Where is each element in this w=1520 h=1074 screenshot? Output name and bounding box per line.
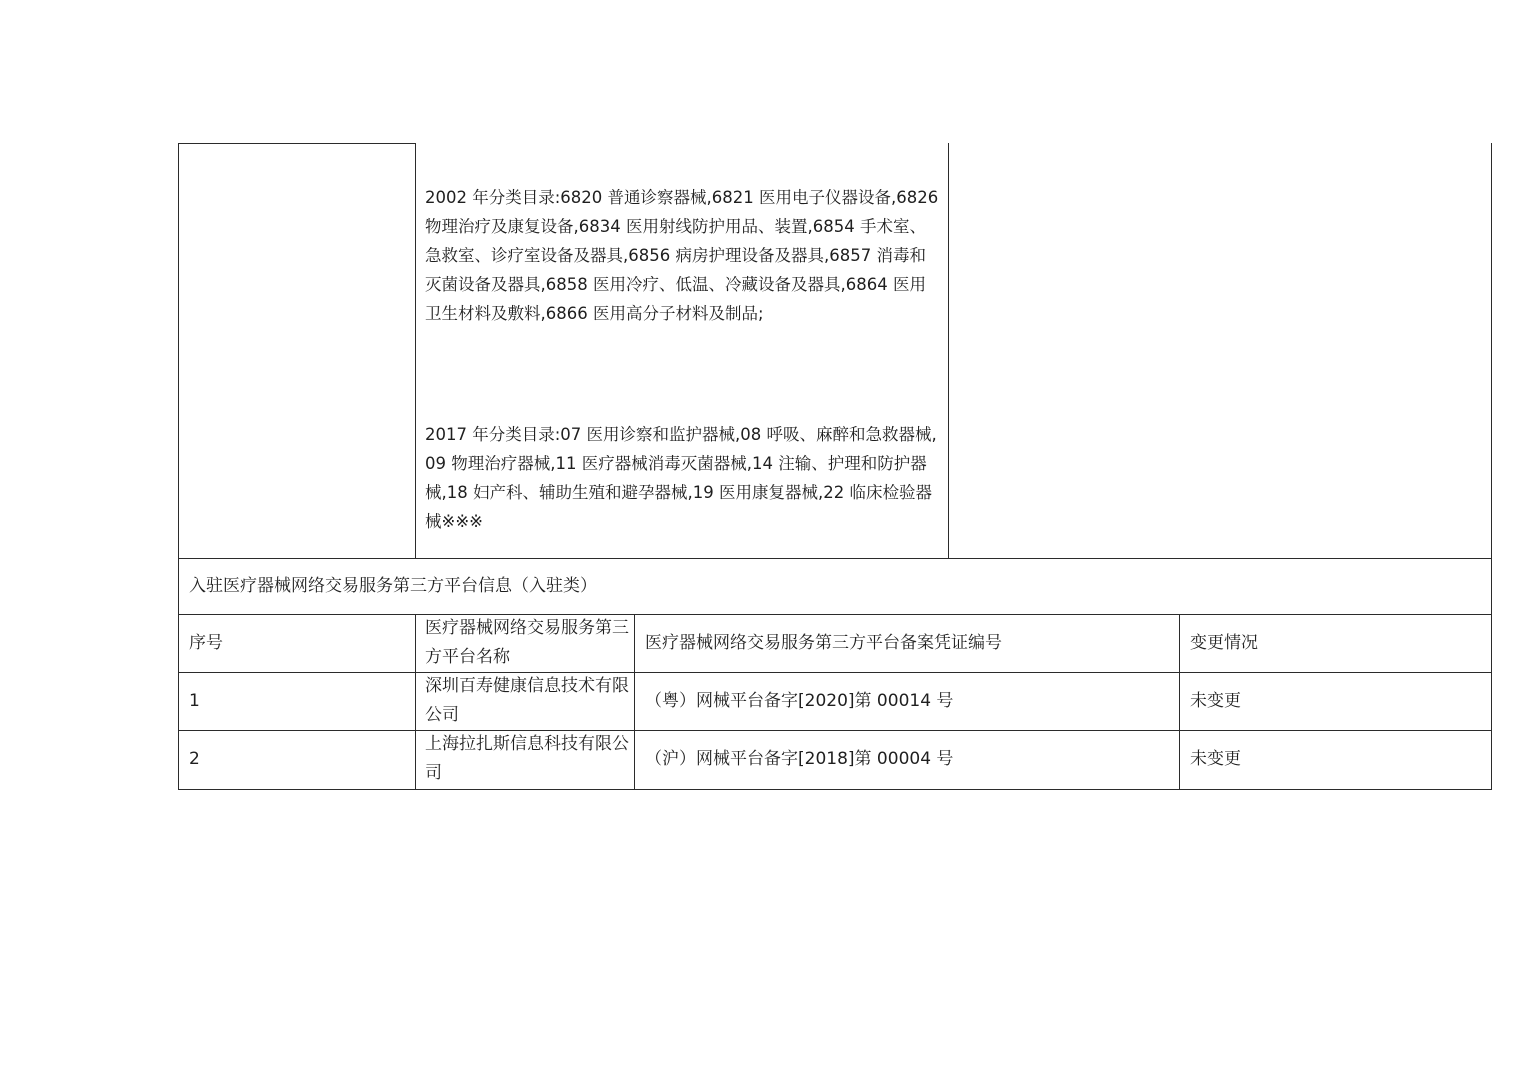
row1-record-number: （粤）网械平台备字[2020]第 00014 号 <box>645 691 954 711</box>
bottom-col-divider-3 <box>1179 614 1180 790</box>
header-platform-name: 医疗器械网络交易服务第三方平台名称 <box>425 618 629 667</box>
header-seq: 序号 <box>189 633 223 653</box>
row1-seq: 1 <box>189 691 200 711</box>
table-bottom-border <box>178 789 1492 790</box>
row1-top-line <box>178 672 1492 673</box>
row2-seq: 2 <box>189 749 200 769</box>
row1-platform-name: 深圳百寿健康信息技术有限公司 <box>425 676 629 725</box>
platform-section-title: 入驻医疗器械网络交易服务第三方平台信息（入驻类） <box>189 576 597 596</box>
row1-change-status: 未变更 <box>1190 691 1241 711</box>
classification-2002-text: 2002 年分类目录:6820 普通诊察器械,6821 医用电子仪器设备,6826 物理治疗及康复设备,6834 医用射线防护用品、装置,6854 手术室、急救室、诊疗室设备及器具,6856 病房护理设备及器具,6857 消毒和灭菌设备及器具,6858 医用冷疗、低温、冷藏设备及器具,6864 医用卫生材料及敷料,6866 医用高分子材料及制品; <box>425 188 939 323</box>
header-top-line <box>178 614 1492 615</box>
row2-platform-name: 上海拉扎斯信息科技有限公司 <box>425 734 629 783</box>
classification-2017-text: 2017 年分类目录:07 医用诊察和监护器械,08 呼吸、麻醉和急救器械,09 物理治疗器械,11 医疗器械消毒灭菌器械,14 注输、护理和防护器械,18 妇产科、辅助生殖和避孕器械,19 医用康复器械,22 临床检验器械※※※ <box>425 425 937 531</box>
header-change-status: 变更情况 <box>1190 633 1258 653</box>
table-left-border <box>178 143 179 790</box>
bottom-col-divider-1 <box>415 614 416 790</box>
top-col-divider-1 <box>415 143 416 559</box>
bottom-col-divider-2 <box>634 614 635 790</box>
row2-top-line <box>178 730 1492 731</box>
header-record-number: 医疗器械网络交易服务第三方平台备案凭证编号 <box>645 633 1002 653</box>
section-divider-line <box>178 558 1492 559</box>
table-right-border <box>1491 143 1492 790</box>
top-col-divider-2 <box>948 143 949 559</box>
row2-change-status: 未变更 <box>1190 749 1241 769</box>
row2-record-number: （沪）网械平台备字[2018]第 00004 号 <box>645 749 954 769</box>
table-top-border <box>178 143 416 144</box>
